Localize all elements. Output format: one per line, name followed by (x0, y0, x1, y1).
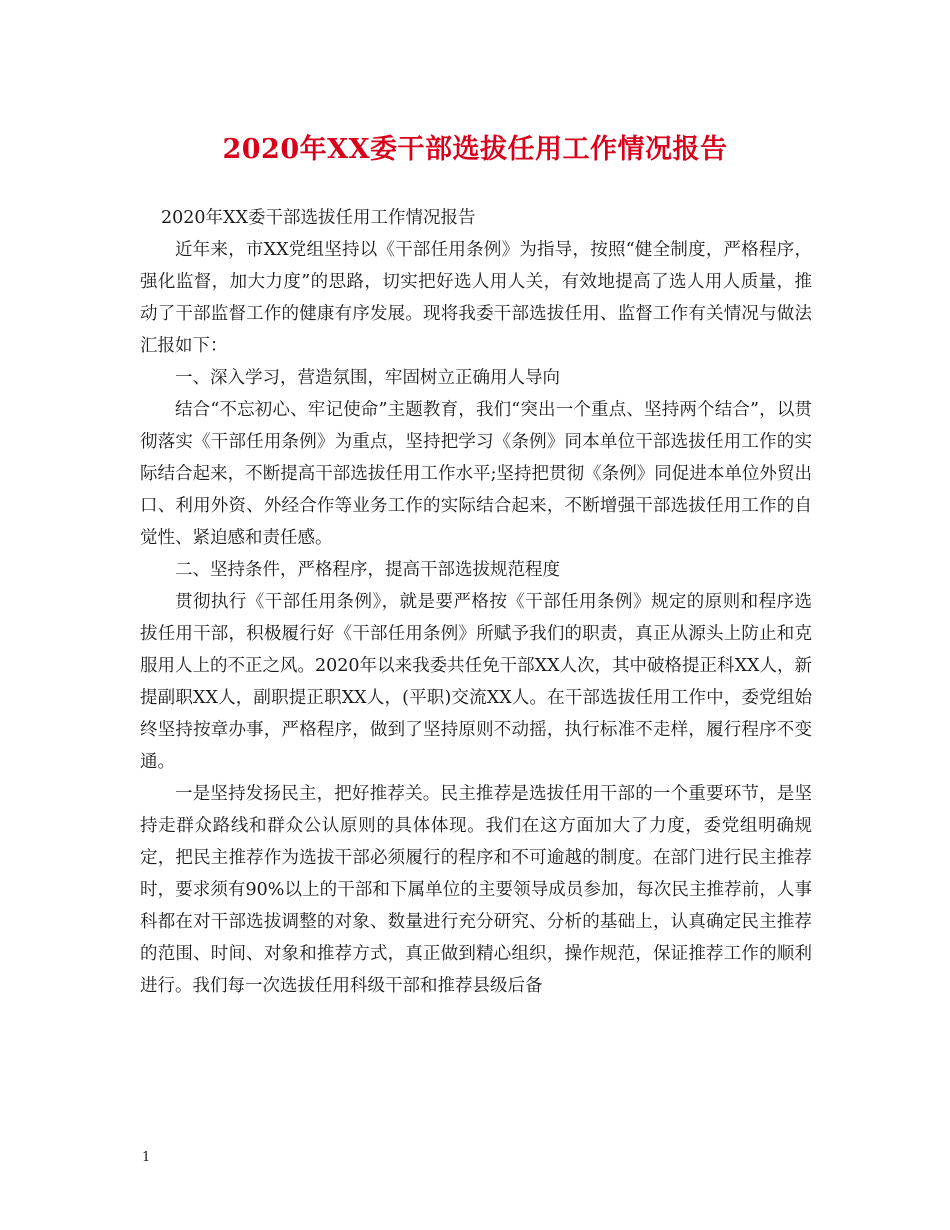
document-title: 2020年XX委干部选拔任用工作情况报告 (222, 134, 728, 165)
section-2-paragraph: 贯彻执行《干部任用条例》，就是要严格按《干部任用条例》规定的原则和程序选拔任用干部，积极履行好《干部任用条例》所赋予我们的职责，真正从源头上防止和克服用人上的不正之风。2020年以来我委共任免干部XX人次，其中破格提正科XX人，新提副职XX人，副职提正职XX人，(平职)交流XX人。在干部选拔任用工作中，委党组始终坚持按章办事，严格程序，做到了坚持原则不动摇，执行标准不走样，履行程序不变通。 (140, 592, 812, 772)
section-2-point-1-paragraph: 一是坚持发扬民主，把好推荐关。民主推荐是选拔任用干部的一个重要环节，是坚持走群众路线和群众公认原则的具体体现。我们在这方面加大了力度，委党组明确规定，把民主推荐作为选拔干部必须履行的程序和不可逾越的制度。在部门进行民主推荐时，要求须有90%以上的干部和下属单位的主要领导成员参加，每次民主推荐前，人事科都在对干部选拔调整的对象、数量进行充分研究、分析的基础上，认真确定民主推荐的范围、时间、对象和推荐方式，真正做到精心组织，操作规范，保证推荐工作的顺利进行。我们每一次选拔任用科级干部和推荐县级后备 (140, 784, 812, 996)
document-subtitle: 2020年XX委干部选拔任用工作情况报告 (161, 208, 476, 228)
intro-paragraph: 近年来，市XX党组坚持以《干部任用条例》为指导，按照“健全制度，严格程序，强化监督，加大力度”的思路，切实把好选人用人关，有效地提高了选人用人质量，推动了干部监督工作的健康有序发展。现将我委干部选拔任用、监督工作有关情况与做法汇报如下： (140, 240, 812, 356)
section-heading-2: 二、坚持条件，严格程序，提高干部选拔规范程度 (175, 560, 560, 580)
section-heading-1: 一、深入学习，营造氛围，牢固树立正确用人导向 (175, 368, 560, 388)
section-1-paragraph: 结合“不忘初心、牢记使命”主题教育，我们“突出一个重点、坚持两个结合”，以贯彻落实《干部任用条例》为重点，坚持把学习《条例》同本单位干部选拔任用工作的实际结合起来，不断提高干部选拔任用工作水平;坚持把贯彻《条例》同促进本单位外贸出口、利用外资、外经合作等业务工作的实际结合起来，不断增强干部选拔任用工作的自觉性、紧迫感和责任感。 (140, 400, 812, 548)
document-body (140, 202, 812, 1002)
page-number: 1 (142, 1150, 151, 1165)
